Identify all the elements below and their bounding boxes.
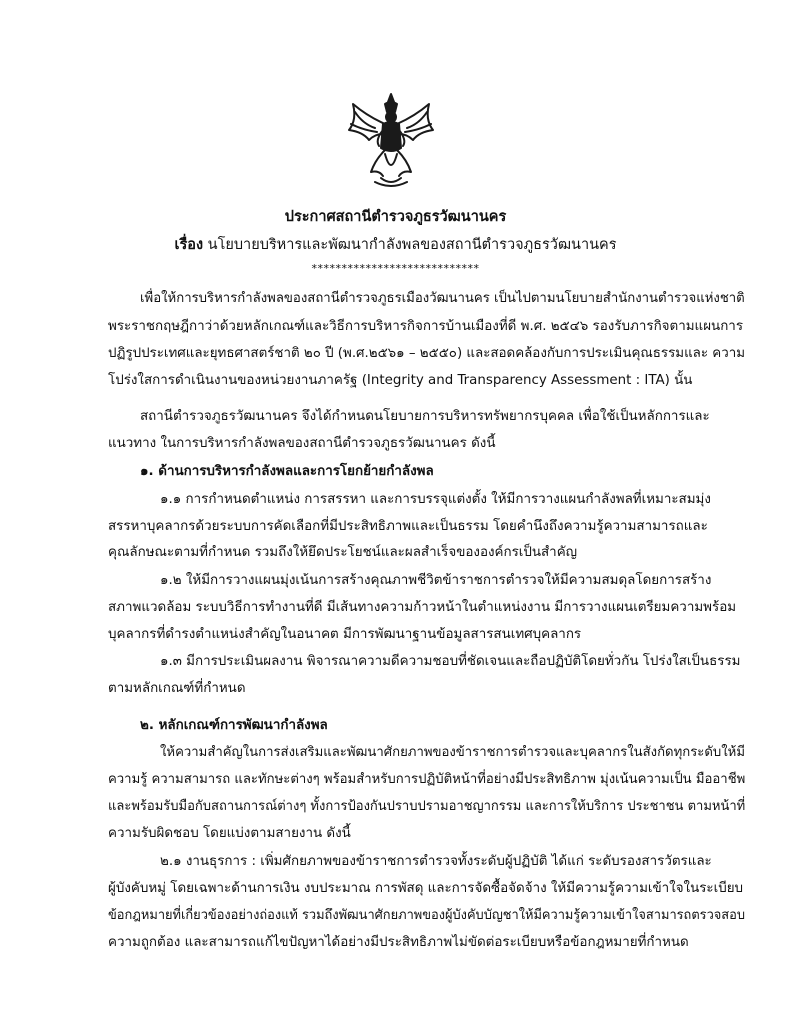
paragraph-line: บุคลากรที่ดำรงตำแหน่งสำคัญในอนาคต มีการพัฒนาฐานข้อมูลสารสนเทศบุคลากร: [108, 627, 582, 642]
paragraph-line: สรรหาบุคลากรด้วยระบบการคัดเลือกที่มีประสิทธิภาพและเป็นธรรม โดยคำนึงถึงความรู้ความสามารถและ: [108, 519, 708, 534]
document-subject: [0, 233, 791, 256]
paragraph-line: เพื่อให้การบริหารกำลังพลของสถานีตำรวจภูธรเมืองวัฒนานคร เป็นไปตามนโยบายสำนักงานตำรวจแห่งชาติ: [140, 291, 745, 306]
paragraph-line: โปร่งใสการดำเนินงานของหน่วยงานภาครัฐ (Integrity and Transparency Assessment : ITA) นั้น: [108, 373, 693, 388]
garuda-emblem-icon: [345, 90, 437, 190]
document-title: ประกาศสถานีตำรวจภูธรวัฒนานคร: [284, 209, 507, 225]
paragraph-line: พระราชกฤษฎีกาว่าด้วยหลักเกณฑ์และวิธีการบริหารกิจการบ้านเมืองที่ดี พ.ศ. ๒๕๔๖ รองรับภารกิจตามแผนการ: [108, 319, 744, 334]
paragraph-line: และพร้อมรับมือกับสถานการณ์ต่างๆ ทั้งการป้องกันปราบปรามอาชญากรรม และการให้บริการ ประชาชน ตามหน้าที่: [108, 799, 746, 814]
subject-label: เรื่อง: [174, 237, 204, 253]
paragraph-line: สถานีตำรวจภูธรวัฒนานคร จึงได้กำหนดนโยบายการบริหารทรัพยากรบุคคล เพื่อใช้เป็นหลักการและ: [140, 409, 710, 424]
paragraph-line: ความถูกต้อง และสามารถแก้ไขปัญหาได้อย่างมีประสิทธิภาพไม่ขัดต่อระเบียบหรือข้อกฎหมายที่กำหนด: [108, 935, 689, 950]
paragraph-line: ปฏิรูปประเทศและยุทธศาสตร์ชาติ ๒๐ ปี (พ.ศ.๒๕๖๑ – ๒๕๕๐) และสอดคล้องกับการประเมินคุณธรรมและ ความ: [108, 346, 745, 361]
paragraph-line: ความรับผิดชอบ โดยแบ่งตามสายงาน ดังนี้: [108, 826, 351, 841]
subject-text: นโยบายบริหารและพัฒนากำลังพลของสถานีตำรวจภูธรวัฒนานคร: [203, 237, 617, 253]
paragraph-line: ๒.๑ งานธุรการ : เพิ่มศักยภาพของข้าราชการตำรวจทั้งระดับผู้ปฏิบัติ ได้แก่ ระดับรองสารวัตรและ: [160, 854, 712, 869]
paragraph-line: คุณลักษณะตามที่กำหนด รวมถึงให้ยึดประโยชน์และผลสำเร็จขององค์กรเป็นสำคัญ: [108, 545, 578, 560]
paragraph-line: ข้อกฎหมายที่เกี่ยวข้องอย่างถ่องแท้ รวมถึงพัฒนาศักยภาพของผู้บังคับบัญชาให้มีความรู้ความเข้าใจสามารถตรวจสอบ: [108, 908, 746, 923]
paragraph-line: ผู้บังคับหมู่ โดยเฉพาะด้านการเงิน งบประมาณ การพัสดุ และการจัดซื้อจัดจ้าง ให้มีความรู้ความเข้าใจในระเบียบ: [108, 881, 744, 896]
section-heading: ๑. ด้านการบริหารกำลังพลและการโยกย้ายกำลังพล: [140, 464, 434, 479]
separator-line: ****************************: [311, 262, 480, 275]
paragraph-line: แนวทาง ในการบริหารกำลังพลของสถานีตำรวจภูธรวัฒนานคร ดังนี้: [108, 436, 496, 451]
paragraph-line: สภาพแวดล้อม ระบบวิธีการทำงานที่ดี มีเส้นทางความก้าวหน้าในตำแหน่งงาน มีการวางแผนเตรียมความพร้อม: [108, 600, 737, 615]
section-heading: ๒. หลักเกณฑ์การพัฒนากำลังพล: [140, 718, 328, 733]
paragraph-line: ๑.๓ มีการประเมินผลงาน พิจารณาความดีความชอบที่ชัดเจนและถือปฏิบัติโดยทั่วกัน โปร่งใสเป็นธรรม: [160, 654, 741, 669]
paragraph-line: ตามหลักเกณฑ์ที่กำหนด: [108, 681, 246, 696]
paragraph-line: ๑.๒ ให้มีการวางแผนมุ่งเน้นการสร้างคุณภาพชีวิตข้าราชการตำรวจให้มีความสมดุลโดยการสร้าง: [160, 573, 712, 588]
paragraph-line: ความรู้ ความสามารถ และทักษะต่างๆ พร้อมสำหรับการปฏิบัติหน้าที่อย่างมีประสิทธิภาพ มุ่งเน้นความเป็น มืออาชีพ: [108, 772, 746, 787]
paragraph-line: ๑.๑ การกำหนดตำแหน่ง การสรรหา และการบรรจุแต่งตั้ง ให้มีการวางแผนกำลังพลที่เหมาะสมมุ่ง: [160, 492, 711, 507]
paragraph-line: ให้ความสำคัญในการส่งเสริมและพัฒนาศักยภาพของข้าราชการตำรวจและบุคลากรในสังกัดทุกระดับให้มี: [160, 745, 745, 760]
